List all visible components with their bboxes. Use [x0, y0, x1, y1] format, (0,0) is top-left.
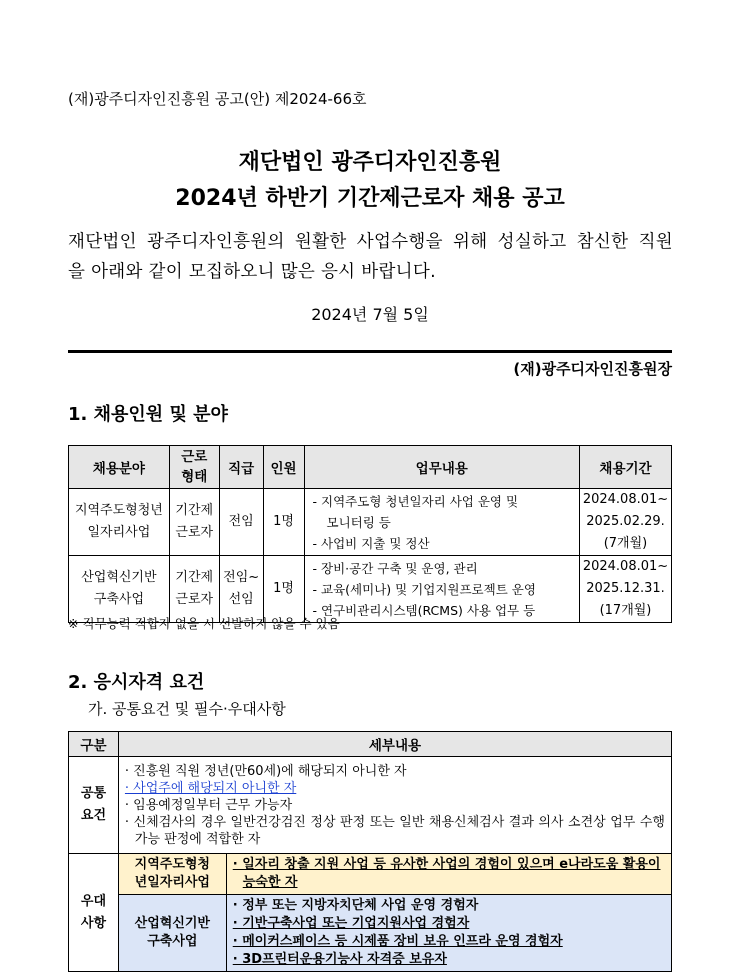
- preferred-label: 우대 사항: [69, 854, 119, 972]
- header-period: 채용기간: [579, 446, 671, 489]
- preferred-group-items: [226, 895, 671, 972]
- duty-item: - 연구비관리시스템(RCMS) 사용 업무 등: [312, 602, 536, 618]
- section-heading-recruitment: 1. 채용인원 및 분야: [68, 404, 228, 425]
- cell-count: 1명: [263, 556, 304, 623]
- recruitment-table: [68, 445, 672, 623]
- table-row: [69, 489, 672, 556]
- page-title: 2024년 하반기 기간제근로자 채용 공고: [175, 186, 565, 211]
- list-item: · 3D프린터운용기능사 자격증 보유자: [232, 952, 447, 967]
- list-item: · 일자리 창출 지원 사업 등 유사한 사업의 경험이 있으며 e나라도움 활용이 능숙한 자: [232, 857, 661, 890]
- header-count: 인원: [263, 446, 304, 489]
- signer: (재)광주디자인진흥원장: [513, 360, 672, 378]
- list-item: · 신체검사의 경우 일반건강검진 정상 판정 또는 일반 채용신체검사 결과 의사 소견상 업무 수행 가능 판정에 적합한 자: [124, 814, 665, 847]
- preferred-group-name: 지역주도형청 년일자리사업: [118, 854, 226, 895]
- list-item: · 정부 또는 지방자치단체 사업 운영 경험자: [232, 898, 479, 913]
- intro-text-line1: 재단법인 광주디자인흥원의 원활한 사업수행을 위해 성실하고 참신한 직원: [68, 232, 673, 252]
- duty-item: - 지역주도형 청년일자리 사업 운영 및: [312, 493, 519, 509]
- header-field: 채용분야: [69, 446, 170, 489]
- page-title-org: 재단법인 광주디자인진흥원: [238, 150, 502, 175]
- cell-type: 기간제 근로자: [169, 556, 219, 623]
- divider: [68, 350, 672, 353]
- duty-item: - 사업비 지출 및 정산: [312, 535, 430, 551]
- cell-period: 2024.08.01~ 2025.12.31. (17개월): [579, 556, 671, 623]
- table-row: [69, 895, 672, 972]
- section-heading-qualifications: 2. 응시자격 요건: [68, 672, 205, 693]
- cell-rank: 전임: [219, 489, 263, 556]
- cell-count: 1명: [263, 489, 304, 556]
- header-type: 근로 형태: [169, 446, 219, 489]
- common-label: 공통 요건: [69, 757, 119, 854]
- list-item: · 임용예정일부터 근무 가능자: [124, 797, 293, 813]
- cell-type: 기간제 근로자: [169, 489, 219, 556]
- list-item: · 진흥원 직원 정년(만60세)에 해당되지 아니한 자: [124, 763, 407, 779]
- cell-duties: [304, 556, 579, 623]
- sub-heading-common: 가. 공통요건 및 필수·우대사항: [88, 700, 286, 718]
- header-category: 구분: [69, 732, 119, 757]
- table-row: [69, 757, 672, 854]
- preferred-group-name: 산업혁신기반 구축사업: [118, 895, 226, 972]
- table-row: [69, 854, 672, 895]
- table-header-row: [69, 446, 672, 489]
- header-rank: 직급: [219, 446, 263, 489]
- duty-item: - 교육(세미나) 및 기업지원프로젝트 운영: [312, 581, 536, 597]
- duty-item: - 장비·공간 구축 및 운영, 관리: [312, 560, 478, 576]
- table-header-row: [69, 732, 672, 757]
- cell-rank: 전임~ 선임: [219, 556, 263, 623]
- announcement-date: 2024년 7월 5일: [311, 305, 429, 324]
- qualifications-table: [68, 731, 672, 972]
- selection-note: ※ 직무능력 적합자 없을 시 선발하지 않을 수 있음: [68, 616, 340, 631]
- header-duties: 업무내용: [304, 446, 579, 489]
- cell-duties: [304, 489, 579, 556]
- intro-text-line2: 을 아래와 같이 모집하오니 많은 응시 바랍니다.: [68, 262, 436, 282]
- duty-item: 모니터링 등: [326, 514, 391, 530]
- preferred-group-items: [226, 854, 671, 895]
- notice-number: (재)광주디자인진흥원 공고(안) 제2024-66호: [68, 90, 367, 108]
- header-detail: 세부내용: [118, 732, 671, 757]
- common-requirements: [118, 757, 671, 854]
- list-item: · 기반구축사업 또는 기업지원사업 경험자: [232, 916, 470, 931]
- cell-field: 지역주도형청년 일자리사업: [69, 489, 170, 556]
- table-row: [69, 556, 672, 623]
- list-item: · 사업주에 해당되지 아니한 자: [124, 780, 297, 796]
- list-item: · 메이커스페이스 등 시제품 장비 보유 인프라 운영 경험자: [232, 934, 563, 949]
- cell-field: 산업혁신기반 구축사업: [69, 556, 170, 623]
- cell-period: 2024.08.01~ 2025.02.29. (7개월): [579, 489, 671, 556]
